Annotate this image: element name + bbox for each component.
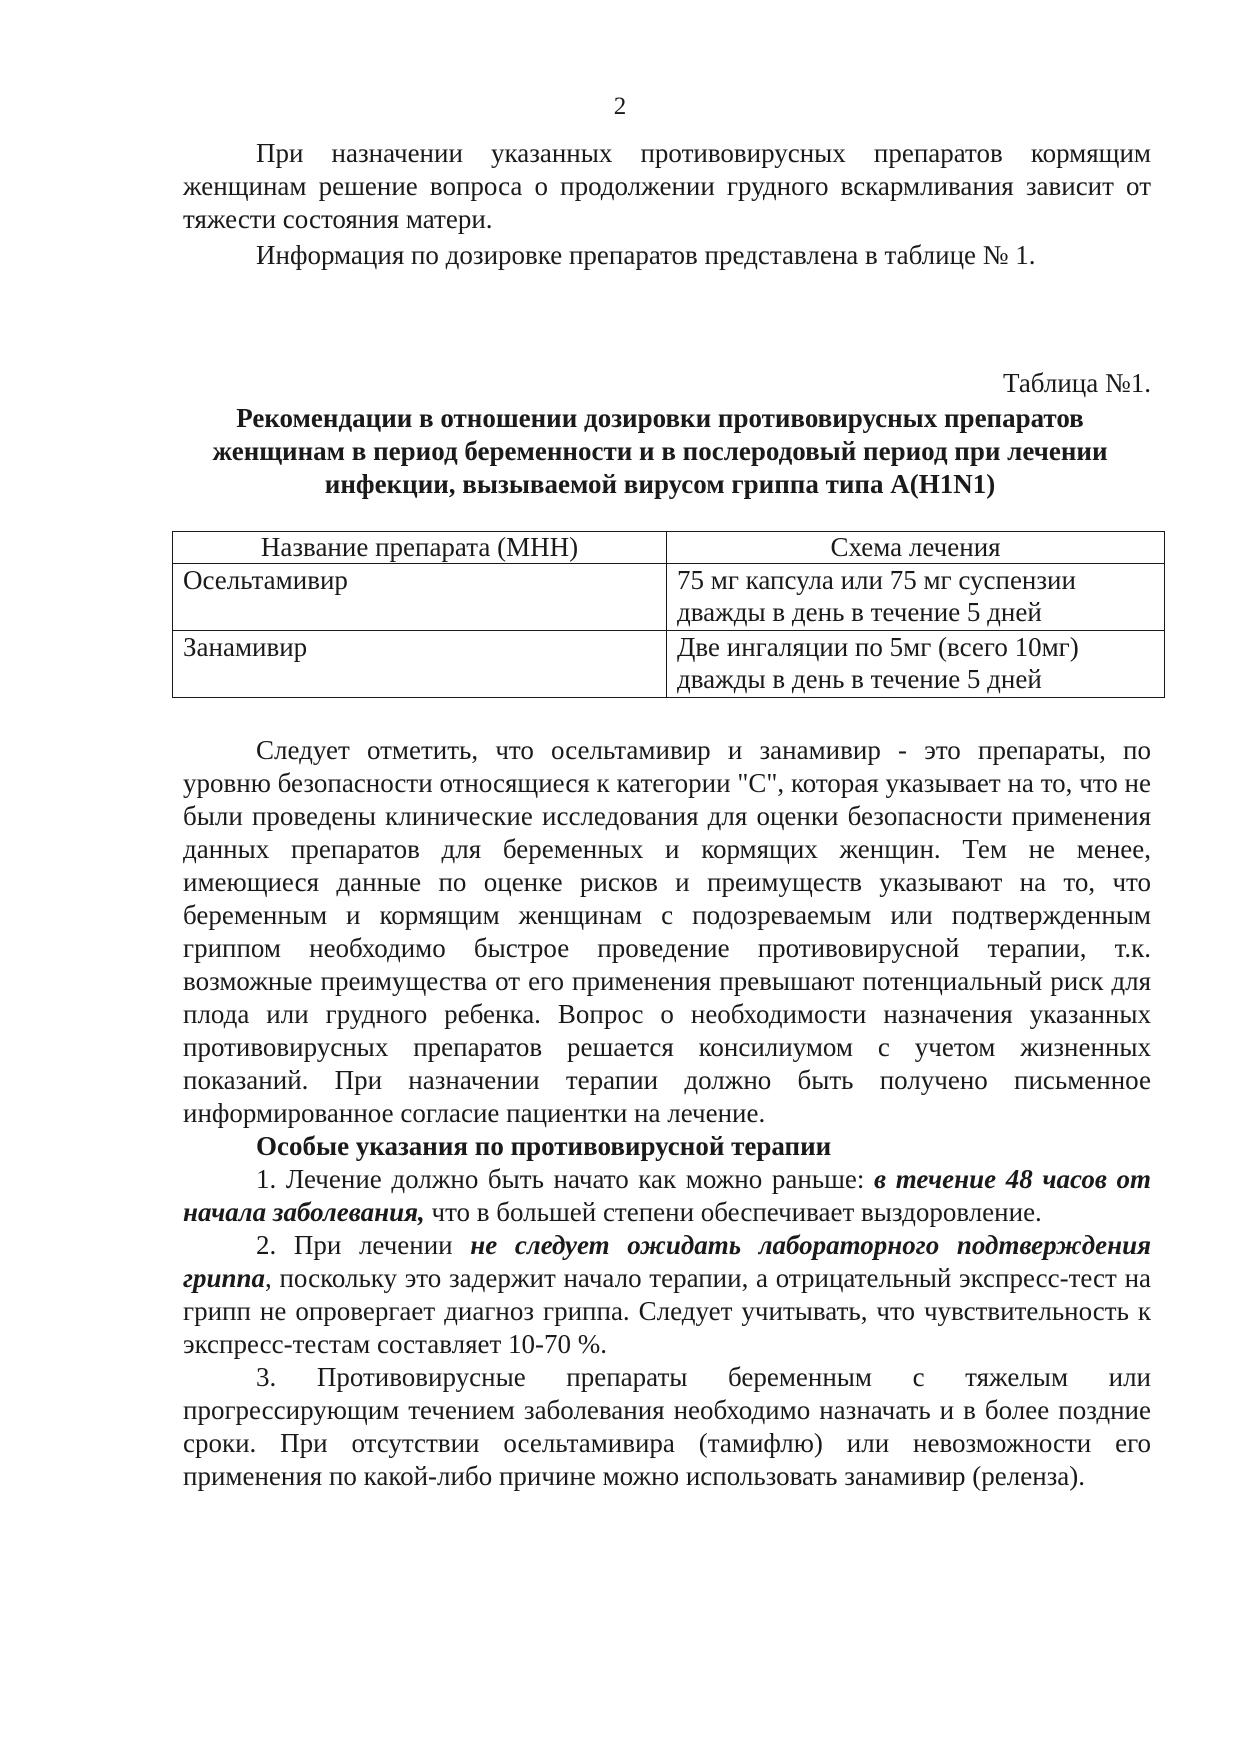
special-instructions-heading: Особые указания по противовирусной терапии bbox=[256, 1131, 832, 1161]
item-text: , поскольку это задержит начало терапии, а отрицательный экспресс-тест на грипп не опровергает диагноз гриппа. Следует учитывать, что чувствительность к экспресс-тестам составляет 10-70 %. bbox=[183, 1263, 1151, 1359]
item-text: 2. При лечении bbox=[256, 1230, 471, 1260]
item-emphasis: в течение 48 часов от начала заболевания, bbox=[183, 1164, 1151, 1227]
table-header-row bbox=[173, 532, 1165, 564]
safety-paragraph: Следует отметить, что осельтамивир и занамивир - это препараты, по уровню безопасности относящиеся к категории "С", которая указывает на то, что не были проведены клинические исследования для оценки безопасности применения данных препаратов для беременных и кормящих женщин. Тем не менее, имеющиеся данные по оценке рисков и преимуществ указывают на то, что беременным и кормящим женщинам с подозреваемым или подтвержденным гриппом необходимо быстрое проведение противовирусной терапии, т.к. возможные преимущества от его применения превышают потенциальный риск для плода или грудного ребенка. Вопрос о необходимости назначения указанных противовирусных препаратов решается консилиумом с учетом жизненных показаний. При назначении терапии должно быть получено письменное информированное согласие пациентки на лечение. bbox=[183, 735, 1151, 1128]
table-title-line: Рекомендации в отношении дозировки противовирусных препаратов bbox=[236, 403, 1084, 433]
table-row bbox=[173, 564, 1165, 631]
table-label: Таблица №1. bbox=[1003, 368, 1151, 398]
dosage-table bbox=[172, 531, 1165, 698]
intro-section bbox=[183, 137, 1151, 272]
special-item-1 bbox=[183, 1163, 1151, 1229]
page-number: 2 bbox=[613, 93, 627, 120]
special-item-2 bbox=[183, 1229, 1151, 1361]
safety-section bbox=[183, 734, 1151, 1493]
item-emphasis: не следует ожидать лабораторного подтверждения гриппа bbox=[183, 1230, 1151, 1293]
table-title bbox=[160, 402, 1160, 501]
table-title-line: женщинам в период беременности и в послеродовый период при лечении bbox=[212, 436, 1108, 466]
scheme-line: дважды в день в течение 5 дней bbox=[677, 664, 1042, 694]
intro-paragraph-breastfeeding: При назначении указанных противовирусных препаратов кормящим женщинам решение вопроса о продолжении грудного вскармливания зависит от тяжести состояния матери. bbox=[183, 138, 1151, 234]
scheme-cell bbox=[667, 564, 1165, 631]
header-drug-name: Название препарата (МНН) bbox=[173, 532, 667, 564]
item-text: что в большей степени обеспечивает выздоровление. bbox=[424, 1197, 1042, 1227]
intro-paragraph-dosage-reference: Информация по дозировке препаратов представлена в таблице № 1. bbox=[256, 240, 1036, 270]
scheme-line: 75 мг капсула или 75 мг суспензии bbox=[677, 565, 1076, 595]
drug-name-cell: Занамивир bbox=[173, 631, 667, 698]
drug-name-cell: Осельтамивир bbox=[173, 564, 667, 631]
scheme-cell bbox=[667, 631, 1165, 698]
scheme-line: дважды в день в течение 5 дней bbox=[677, 597, 1042, 627]
header-treatment-scheme: Схема лечения bbox=[667, 532, 1165, 564]
table-row bbox=[173, 631, 1165, 698]
special-item-3: 3. Противовирусные препараты беременным с тяжелым или прогрессирующим течением заболевания необходимо назначать и в более поздние сроки. При отсутствии осельтамивира (тамифлю) или невозможности его применения по какой-либо причине можно использовать занамивир (реленза). bbox=[183, 1362, 1151, 1491]
table-title-line: инфекции, вызываемой вирусом гриппа типа А(H1N1) bbox=[324, 469, 996, 499]
scheme-line: Две ингаляции по 5мг (всего 10мг) bbox=[677, 632, 1079, 662]
item-text: 1. Лечение должно быть начато как можно раньше: bbox=[256, 1164, 875, 1194]
